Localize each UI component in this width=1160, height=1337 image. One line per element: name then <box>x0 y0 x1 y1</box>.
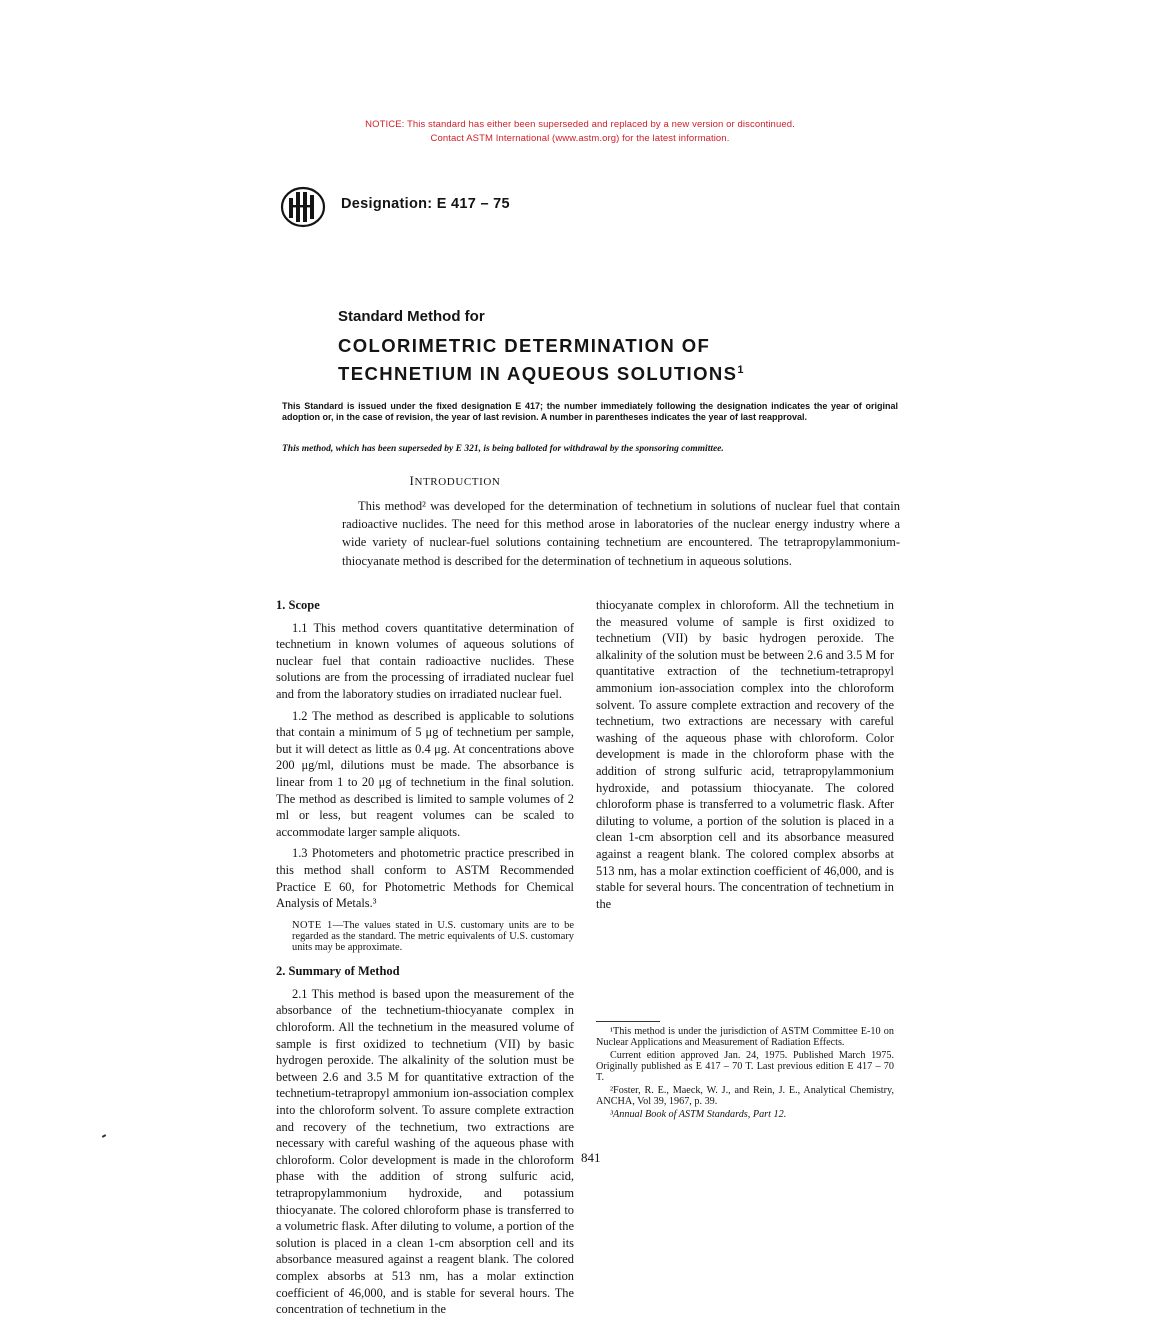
left-column <box>276 597 574 1317</box>
footnotes <box>596 1026 894 1120</box>
footnote-1b: Current edition approved Jan. 24, 1975. Published March 1975. Originally published as E 417 – 70 T. Last previous edition E 417 – 70 T. <box>596 1050 894 1083</box>
title-prefix: Standard Method for <box>338 308 485 325</box>
introduction-text <box>342 497 900 570</box>
section-2-heading: 2. Summary of Method <box>276 964 400 979</box>
paragraph-2-1-continued-text: thiocyanate complex in chloroform. All the technetium in the measured volume of sample is first oxidized to technetium (VII) by basic hydrogen peroxide. The alkalinity of the solution must be between 2.6 and 3.5 M for quantitative extraction of the technetium-tetrapropyl ammonium ion-association complex into the chloroform solvent. To assure complete extraction and recovery of the technetium, two extractions are necessary with careful washing of the aqueous phase with chloroform. Color development is made in the chloroform phase with the addition of strong sulfuric acid, tetrapropylammonium hydroxide, and potassium thiocyanate. The colored chloroform phase is transferred to a volumetric flask. After diluting to volume, a portion of the solution is placed in a clean 1-cm absorption cell and its absorbance measured against a reagent blank. The colored complex absorbs at 513 nm, has a molar extinction coefficient of 46,000, and is stable for several hours. The concentration of technetium in the <box>596 598 894 911</box>
note-1-label: NOTE 1 <box>292 919 333 931</box>
scan-speck <box>102 1134 106 1138</box>
title-line-1: COLORIMETRIC DETERMINATION OF <box>338 335 711 356</box>
astm-logo-icon <box>280 186 326 228</box>
issued-statement: This Standard is issued under the fixed designation E 417; the number immediately following the designation indicates the year of original adoption or, in the case of revision, the year of last revision. A number in parentheses indicates the year of last reapproval. <box>282 401 898 422</box>
notice-line-1: NOTICE: This standard has either been superseded and replaced by a new version or discontinued. <box>365 119 795 130</box>
designation-label: Designation: E 417 – 75 <box>341 196 510 212</box>
introduction-heading <box>0 473 910 489</box>
right-column <box>596 597 894 1122</box>
footnote-3: ³Annual Book of ASTM Standards, Part 12. <box>610 1109 787 1120</box>
section-1-heading: 1. Scope <box>276 598 320 612</box>
paragraph-1-2: 1.2 The method as described is applicable to solutions that contain a minimum of 5 μg of technetium per sample, but it will detect as little as 0.4 μg. At concentrations above 200 μg/ml, dilutions must be made. The absorbance is linear from 1 to 20 μg of technetium in the final solution. The method as described is limited to sample volumes of 2 ml or less, but reagent volumes can be scaled to accommodate larger sample aliquots. <box>276 708 574 839</box>
introduction-paragraph: This method² was developed for the determination of technetium in solutions of nuclear fuel that contain radioactive nuclides. The need for this method arose in laboratories of the nuclear energy industry where a wide variety of nuclear-fuel solutions containing technetium are encountered. The tetrapropylammonium-thiocyanate method is described for the determination of technetium in aqueous solutions. <box>342 499 900 568</box>
notice-line-2: Contact ASTM International (www.astm.org) for the latest information. <box>430 133 730 144</box>
title-line-2-text: TECHNETIUM IN AQUEOUS SOLUTIONS <box>338 363 738 385</box>
footnote-1: ¹This method is under the jurisdiction of ASTM Committee E-10 on Nuclear Applications and Measurement of Radiation Effects. <box>596 1026 894 1048</box>
footnote-divider <box>596 1021 660 1022</box>
paragraph-2-1: 2.1 This method is based upon the measurement of the absorbance of the technetium-thiocyanate complex in chloroform. All the technetium in the measured volume of sample is first oxidized to technetium (VII) by basic hydrogen peroxide. The alkalinity of the solution must be between 2.6 and 3.5 M for quantitative extraction of the technetium-tetrapropyl ammonium ion-association complex into the chloroform solvent. To assure complete extraction and recovery of the technetium, two extractions are necessary with careful washing of the aqueous phase with chloroform. Color development is made in the chloroform phase with the addition of strong sulfuric acid, tetrapropylammonium hydroxide, and potassium thiocyanate. The colored chloroform phase is transferred to a volumetric flask. After diluting to volume, a portion of the solution is placed in a clean 1-cm absorption cell and its absorbance measured against a reagent blank. The colored complex absorbs at 513 nm, has a molar extinction coefficient of 46,000, and is stable for several hours. The concentration of technetium in the <box>276 986 574 1317</box>
paragraph-1-1: 1.1 This method covers quantitative determination of technetium in known volumes of aqueous solutions of nuclear fuel that contain radioactive nuclides. These solutions are from the processing of irradiated nuclear fuel and from the laboratory studies on irradiated nuclear fuel. <box>276 620 574 701</box>
title-block <box>338 308 744 386</box>
paragraph-1-3: 1.3 Photometers and photometric practice prescribed in this method shall conform to ASTM Recommended Practice E 60, for Photometric Methods for Chemical Analysis of Metals.³ <box>276 846 574 911</box>
introduction-heading-initial: I <box>409 473 415 488</box>
page-number: 841 <box>581 1150 601 1165</box>
paragraph-2-1-continued <box>596 597 894 995</box>
note-1-text: —The values stated in U.S. customary units are to be regarded as the standard. The metric equivalents of U.S. customary units may be approximate. <box>292 919 574 954</box>
introduction-heading-rest: NTRODUCTION <box>414 476 501 488</box>
superseded-statement: This method, which has been superseded by E 321, is being balloted for withdrawal by the sponsoring committee. <box>282 444 724 454</box>
note-1 <box>276 920 574 954</box>
footnote-2: ²Foster, R. E., Maeck, W. J., and Rein, J. E., Analytical Chemistry, ANCHA, Vol 39, 1967, p. 39. <box>596 1085 894 1107</box>
title-footnote-mark: 1 <box>737 364 744 376</box>
notice-banner <box>0 118 1160 146</box>
title-line-2 <box>338 358 744 386</box>
